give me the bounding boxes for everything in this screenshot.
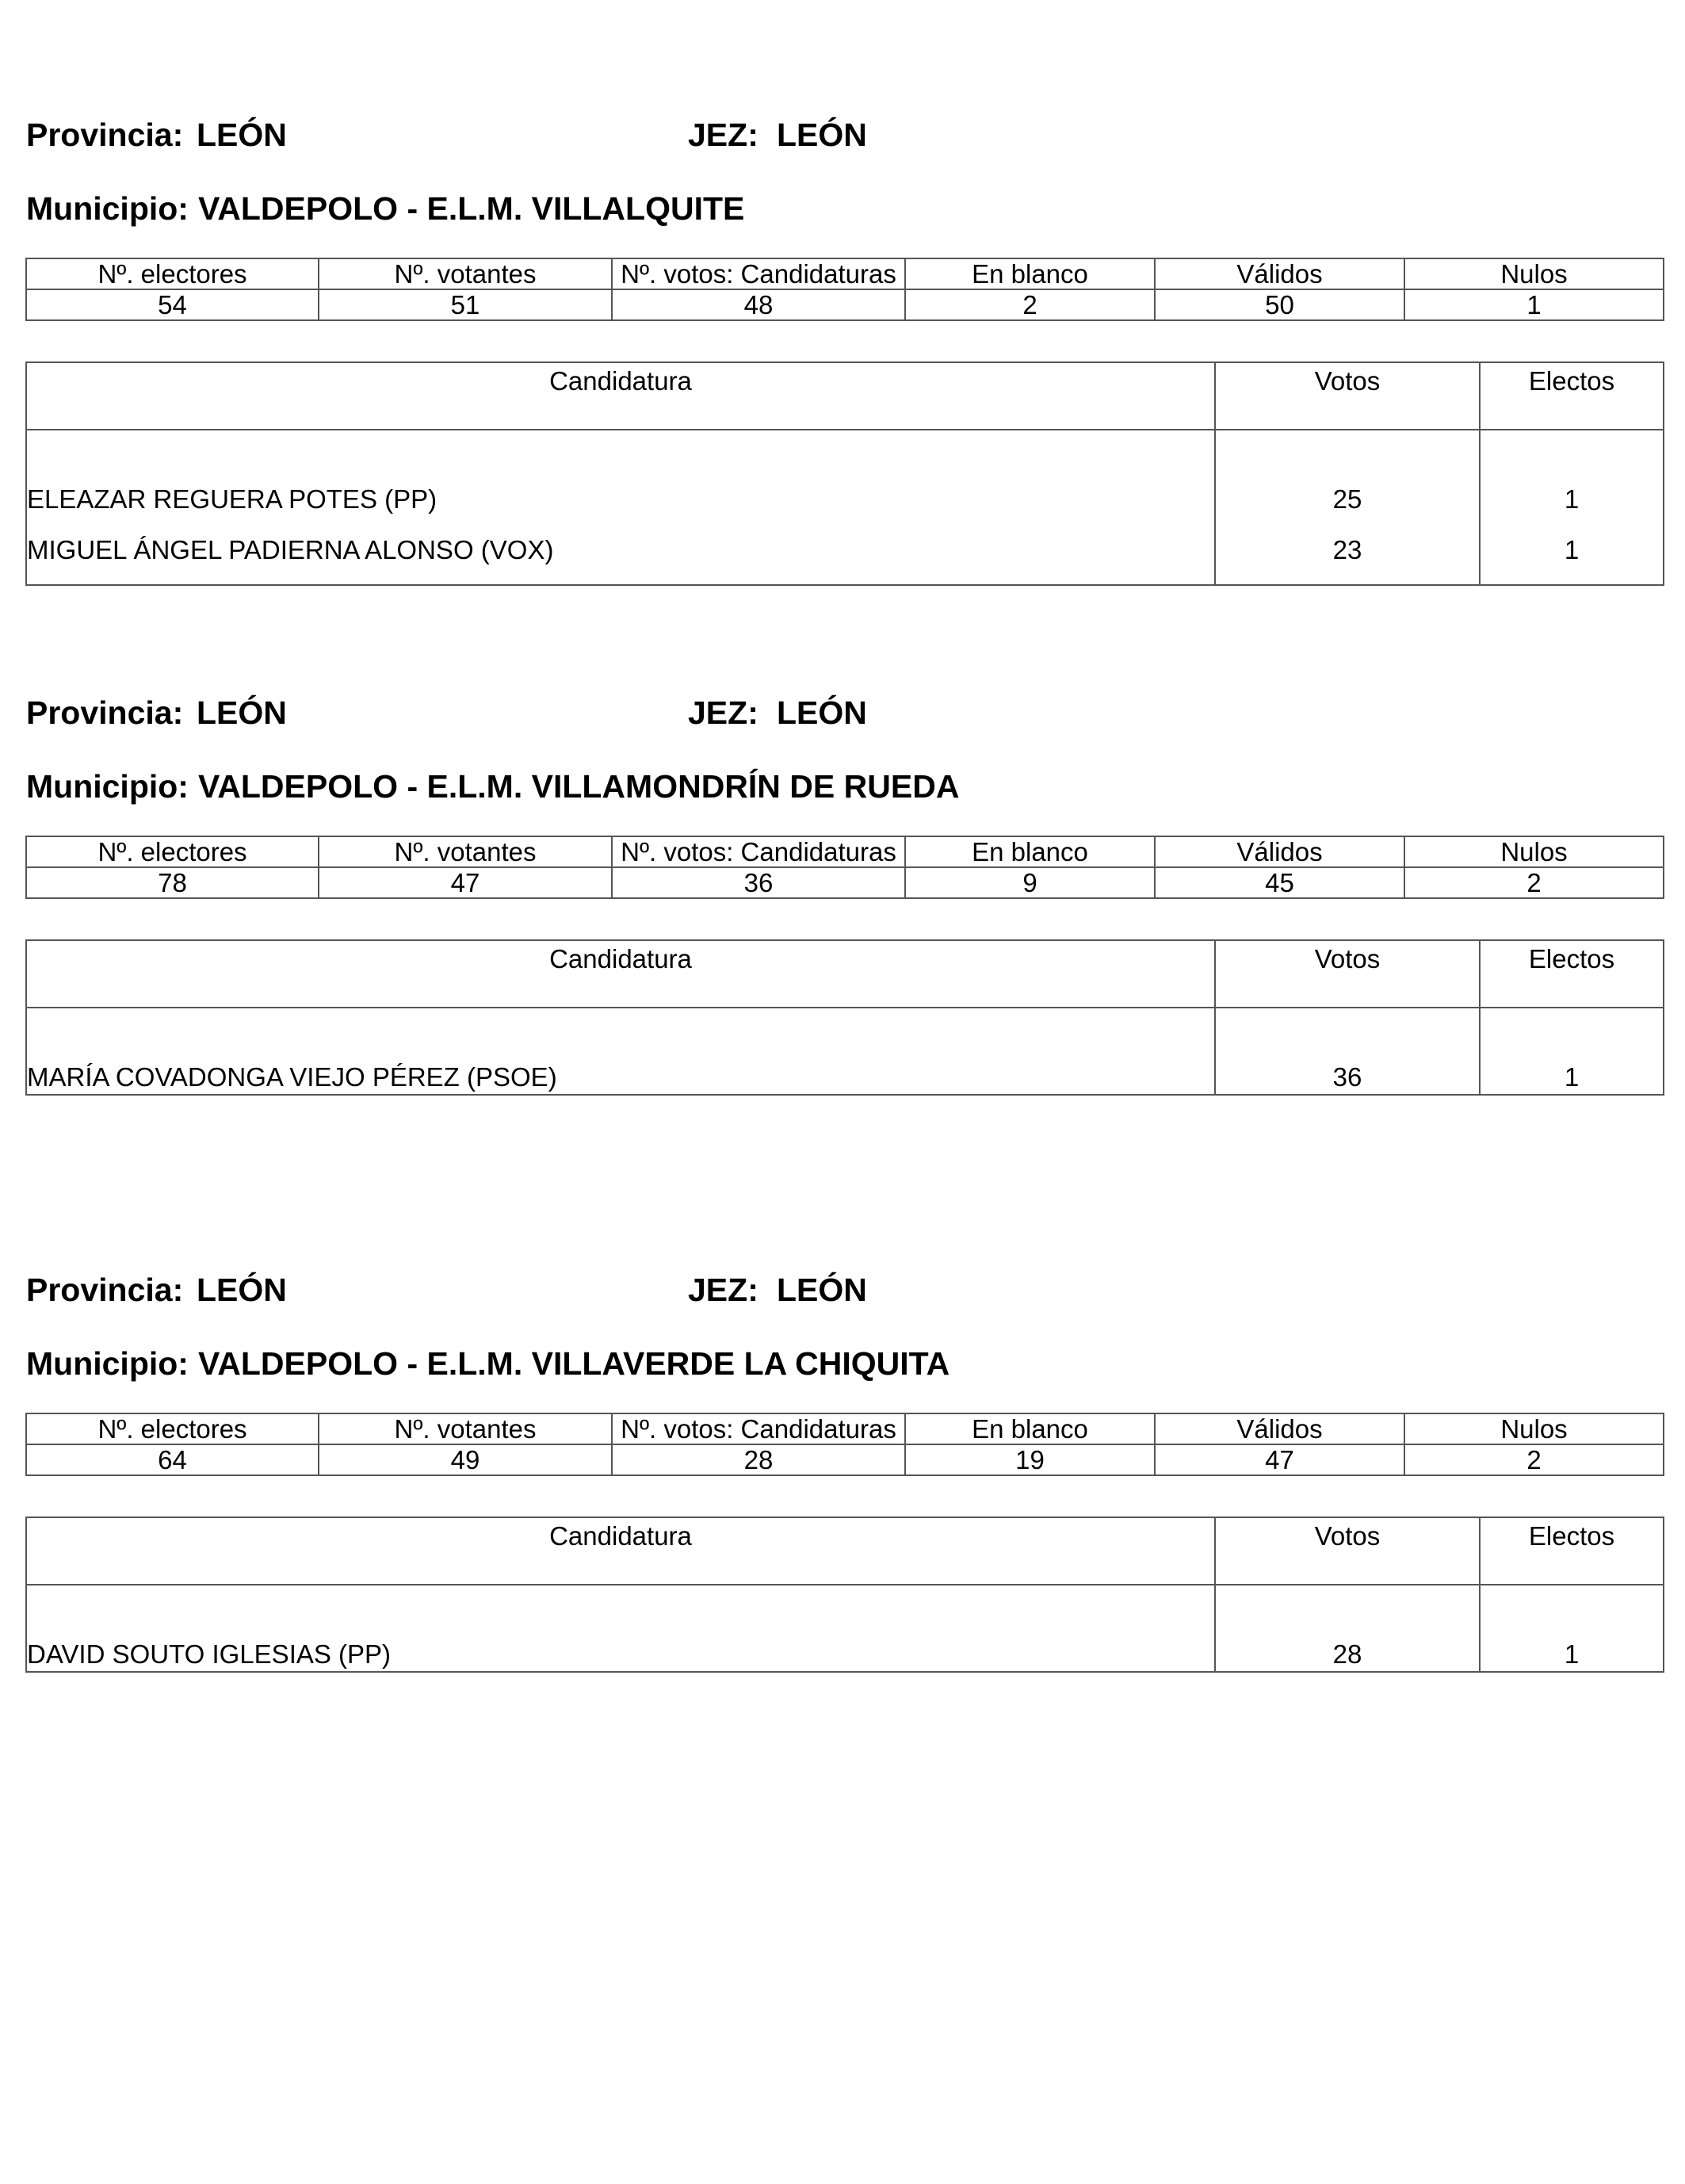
stat-value-en-blanco: 2: [905, 289, 1155, 320]
stat-value-votantes: 51: [319, 289, 612, 320]
stat-value-votantes: 49: [319, 1444, 612, 1475]
candidate-row: [26, 516, 1664, 585]
stats-header-row: [26, 1413, 1664, 1444]
stat-header-votos-candidaturas: Nº. votos: Candidaturas: [612, 1413, 905, 1444]
stat-header-validos: Válidos: [1155, 1413, 1404, 1444]
candidate-name: MIGUEL ÁNGEL PADIERNA ALONSO (VOX): [26, 516, 1215, 585]
stat-value-votos-candidaturas: 36: [612, 867, 905, 898]
cand-header-candidatura: Candidatura: [26, 1517, 1215, 1585]
stat-value-votos-candidaturas: 48: [612, 289, 905, 320]
cand-header-electos: Electos: [1480, 940, 1664, 1008]
stats-table: [25, 836, 1664, 899]
stats-value-row: [26, 289, 1664, 320]
candidate-electos: 1: [1480, 1008, 1664, 1095]
stat-value-nulos: 1: [1404, 289, 1664, 320]
candidates-header-row: [26, 1517, 1664, 1585]
candidate-electos: 1: [1480, 430, 1664, 516]
municipio-value: VALDEPOLO - E.L.M. VILLAVERDE LA CHIQUITA: [197, 1345, 950, 1382]
provincia-label: Provincia:: [26, 117, 184, 153]
stat-value-votos-candidaturas: 28: [612, 1444, 905, 1475]
result-section-villaverde-la-chiquita: [0, 1155, 1685, 1710]
stat-header-votantes: Nº. votantes: [319, 258, 612, 289]
municipio-label: Municipio:: [26, 1345, 189, 1382]
candidate-name: MARÍA COVADONGA VIEJO PÉREZ (PSOE): [26, 1008, 1215, 1095]
cand-header-votos: Votos: [1215, 940, 1480, 1008]
municipio-value: VALDEPOLO - E.L.M. VILLAMONDRÍN DE RUEDA: [197, 768, 960, 805]
stat-value-en-blanco: 9: [905, 867, 1155, 898]
candidate-row: [26, 430, 1664, 516]
jez-label: JEZ:: [688, 117, 758, 153]
municipio-heading: [26, 1344, 949, 1383]
cand-header-electos: Electos: [1480, 362, 1664, 430]
stat-header-votos-candidaturas: Nº. votos: Candidaturas: [612, 258, 905, 289]
candidate-votos: 36: [1215, 1008, 1480, 1095]
stat-value-validos: 47: [1155, 1444, 1404, 1475]
stats-header-row: [26, 258, 1664, 289]
jez-value: LEÓN: [777, 117, 867, 153]
stats-table: [25, 258, 1664, 321]
stats-value-row: [26, 867, 1664, 898]
jez-value: LEÓN: [777, 1272, 867, 1308]
candidate-name: DAVID SOUTO IGLESIAS (PP): [26, 1585, 1215, 1672]
stat-value-electores: 78: [26, 867, 319, 898]
candidates-table: [25, 939, 1664, 1096]
municipio-value: VALDEPOLO - E.L.M. VILLALQUITE: [197, 190, 745, 227]
cand-header-votos: Votos: [1215, 362, 1480, 430]
result-section-villamondrin-de-rueda: [0, 578, 1685, 1133]
provincia-value: LEÓN: [197, 117, 287, 153]
stat-header-votos-candidaturas: Nº. votos: Candidaturas: [612, 836, 905, 867]
candidate-votos: 28: [1215, 1585, 1480, 1672]
cand-header-candidatura: Candidatura: [26, 362, 1215, 430]
candidate-name: ELEAZAR REGUERA POTES (PP): [26, 430, 1215, 516]
stat-header-validos: Válidos: [1155, 258, 1404, 289]
municipio-label: Municipio:: [26, 768, 189, 805]
stat-value-nulos: 2: [1404, 867, 1664, 898]
stat-header-nulos: Nulos: [1404, 836, 1664, 867]
stat-value-validos: 50: [1155, 289, 1404, 320]
candidates-header-row: [26, 362, 1664, 430]
stat-header-en-blanco: En blanco: [905, 258, 1155, 289]
provincia-label: Provincia:: [26, 1272, 184, 1308]
municipio-heading: [26, 189, 744, 228]
result-section-villalquite: [0, 0, 1685, 564]
cand-header-electos: Electos: [1480, 1517, 1664, 1585]
stat-header-electores: Nº. electores: [26, 258, 319, 289]
stat-header-votantes: Nº. votantes: [319, 1413, 612, 1444]
cand-header-votos: Votos: [1215, 1517, 1480, 1585]
stat-value-validos: 45: [1155, 867, 1404, 898]
municipio-label: Municipio:: [26, 190, 189, 227]
jez-label: JEZ:: [688, 1272, 758, 1308]
stat-header-validos: Válidos: [1155, 836, 1404, 867]
provincia-value: LEÓN: [197, 1272, 287, 1308]
candidates-table: [25, 1517, 1664, 1673]
stats-value-row: [26, 1444, 1664, 1475]
candidate-row: [26, 1008, 1664, 1095]
candidate-electos: 1: [1480, 516, 1664, 585]
candidate-electos: 1: [1480, 1585, 1664, 1672]
stat-header-nulos: Nulos: [1404, 258, 1664, 289]
municipio-heading: [26, 767, 959, 805]
jez-label: JEZ:: [688, 694, 758, 731]
stat-header-votantes: Nº. votantes: [319, 836, 612, 867]
candidates-header-row: [26, 940, 1664, 1008]
stat-value-electores: 64: [26, 1444, 319, 1475]
stat-header-en-blanco: En blanco: [905, 836, 1155, 867]
candidate-row: [26, 1585, 1664, 1672]
stat-value-votantes: 47: [319, 867, 612, 898]
stat-header-electores: Nº. electores: [26, 1413, 319, 1444]
stat-value-electores: 54: [26, 289, 319, 320]
candidate-votos: 23: [1215, 516, 1480, 585]
candidates-table: [25, 361, 1664, 586]
stat-header-electores: Nº. electores: [26, 836, 319, 867]
candidate-votos: 25: [1215, 430, 1480, 516]
cand-header-candidatura: Candidatura: [26, 940, 1215, 1008]
provincia-label: Provincia:: [26, 694, 184, 731]
jez-value: LEÓN: [777, 694, 867, 731]
stats-header-row: [26, 836, 1664, 867]
stat-header-nulos: Nulos: [1404, 1413, 1664, 1444]
stat-value-nulos: 2: [1404, 1444, 1664, 1475]
stat-header-en-blanco: En blanco: [905, 1413, 1155, 1444]
provincia-value: LEÓN: [197, 694, 287, 731]
stat-value-en-blanco: 19: [905, 1444, 1155, 1475]
stats-table: [25, 1413, 1664, 1476]
